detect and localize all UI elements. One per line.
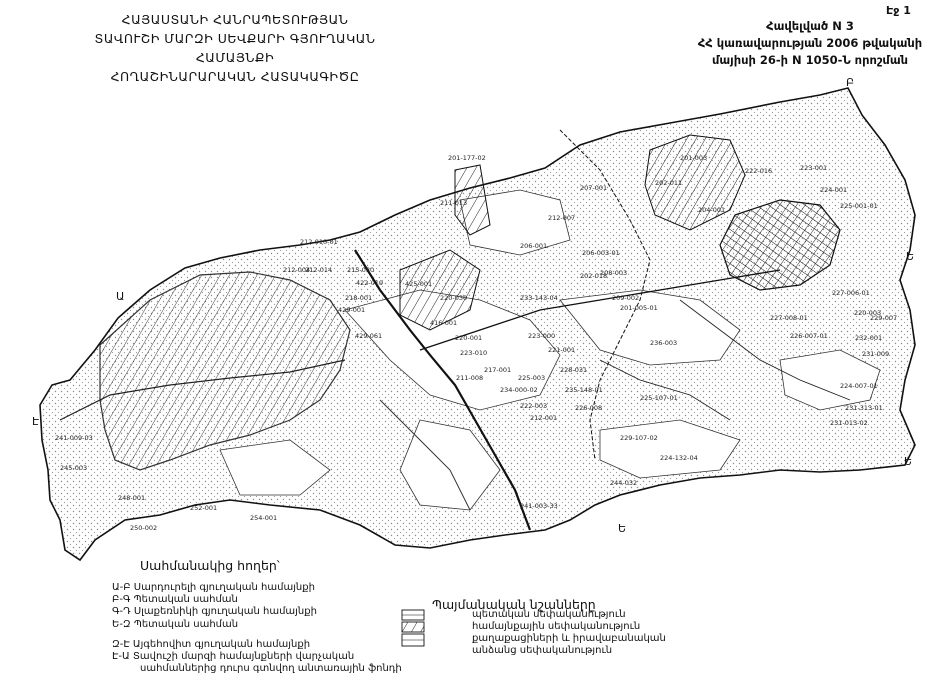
parcel-label: 201-003	[680, 154, 708, 162]
parcel-label: 211-013	[440, 199, 468, 207]
legend-title: Սահմանակից հողեր՝	[140, 558, 280, 573]
appendix-line-1: Հավելված N 3	[766, 19, 854, 33]
parcel-label: 209-002	[612, 294, 640, 302]
parcel-label: 201-005-01	[620, 304, 658, 312]
title-line-3: ՀՈՂԱՇԻՆԱՐԱՐԱԿԱՆ ՀԱՏԱԿԱԳԻԾԸ	[110, 69, 360, 84]
parcel-label: 202-011	[655, 179, 683, 187]
parcel-label: 220-001	[455, 334, 483, 342]
parcel-label: 227-006-01	[832, 289, 870, 297]
parcel-label: 223-010	[460, 349, 488, 357]
parcel-label: 223-000	[528, 332, 556, 340]
title-line-2: ՏԱՎՈՒՇԻ ՄԱՐԶԻ ՍԵՎՔԱՐԻ ԳՅՈՒՂԱԿԱՆ ՀԱՄԱՅՆՔԻ	[94, 31, 376, 65]
parcel-label: 222-003	[520, 402, 548, 410]
parcel-label: 248-001	[118, 494, 146, 502]
parcel-label: 223-001	[800, 164, 828, 172]
legend-item: Է-Ա Տավուշի մարզի համայնքների վարչական	[112, 651, 355, 663]
parcel-label: 229-107-02	[620, 434, 658, 442]
parcel-label: 233-143-04	[520, 294, 558, 302]
parcel-label: 212-001	[530, 414, 558, 422]
convention-swatches	[402, 610, 424, 646]
parcel-label: 228-031	[560, 366, 588, 374]
appendix-line-3: մայիսի 26-ի N 1050-Ն որոշման	[711, 53, 909, 67]
sheet-number: Էջ 1	[886, 4, 911, 17]
parcel-label: 429-001	[338, 306, 366, 314]
parcel-label: 226-008	[575, 404, 603, 412]
convention-item: համայնքային սեփականություն	[472, 621, 641, 632]
parcel-label: 231-009	[862, 350, 890, 358]
parcel-label: 220-030	[440, 294, 468, 302]
parcel-label: 425-001	[405, 280, 433, 288]
parcel-label: 206-001	[520, 242, 548, 250]
parcel-label: 225-003	[518, 374, 546, 382]
parcel-label: 218-001	[345, 294, 373, 302]
parcel-label: 227-008-01	[770, 314, 808, 322]
direction-west: Ա	[116, 290, 125, 303]
parcel-label: 229-007	[870, 314, 898, 322]
parcel-label: 217-001	[484, 366, 512, 374]
legend-item: Գ-Դ Սլաքեռնիկի գյուղական համայնքի	[112, 606, 317, 618]
parcel-label: 225-107-01	[640, 394, 678, 402]
conventions-title: Պայմանական նշանները	[432, 597, 596, 612]
parcel-label: 212-007	[548, 214, 576, 222]
direction-east-right: Ե	[906, 250, 915, 263]
parcel-label: 252-001	[190, 504, 218, 512]
parcel-label: 220-003	[854, 309, 882, 317]
parcel-label: 244-032	[610, 479, 638, 487]
parcel-label: 224-001	[820, 186, 848, 194]
legend-item: սահմաններից դուրս գտնվող անտառային ֆոնդի	[140, 663, 402, 675]
direction-south: Ե	[618, 522, 627, 535]
legend-item: Բ-Գ Պետական սահման	[112, 594, 238, 606]
parcel-label: 226-007-01	[790, 332, 828, 340]
parcel-label: 422-019	[356, 279, 384, 287]
parcel-label: 235-148-01	[565, 386, 603, 394]
legend-item: Զ-Է Այգեհովիտ գյուղական համայնքի	[112, 638, 311, 650]
parcel-label: 231-313-01	[845, 404, 883, 412]
parcel-label: 236-003	[650, 339, 678, 347]
parcel-label: 224-007-01	[840, 382, 878, 390]
parcel-label: 241-009-03	[55, 434, 93, 442]
parcel-label: 208-003	[600, 269, 628, 277]
parcel-label: 234-000-02	[500, 386, 538, 394]
parcel-label: 241-003-33	[520, 502, 558, 510]
conventions-list	[472, 609, 666, 657]
parcel-label: 224-132-04	[660, 454, 698, 462]
legend-list	[112, 582, 402, 675]
convention-item: անձանց սեփականություն	[472, 645, 613, 656]
direction-southwest: Է	[32, 415, 40, 428]
legend-item: Ե-Զ Պետական սահման	[112, 618, 239, 630]
parcel-label: 207-001	[580, 184, 608, 192]
parcel-label: 254-001	[250, 514, 278, 522]
parcel-label: 221-001	[548, 346, 576, 354]
convention-item: քաղաքացիների և իրավաբանական	[472, 633, 666, 644]
parcel-label: 204-001	[698, 206, 726, 214]
legend-item: Ա-Բ Սարդուրելի գյուղական համայնքի	[112, 582, 315, 593]
parcel-label: 211-008	[456, 374, 484, 382]
appendix-line-2: ՀՀ կառավարության 2006 թվականի	[697, 36, 923, 50]
direction-north: Բ	[846, 76, 855, 89]
parcel-label: 212-004	[283, 266, 311, 274]
parcel-label: 231-013-02	[830, 419, 868, 427]
parcel-label: 250-002	[130, 524, 158, 532]
parcel-label: 201-177-02	[448, 154, 486, 162]
parcel-label: 225-001-01	[840, 202, 878, 210]
parcel-label: 245-003	[60, 464, 88, 472]
parcel-label: 232-001	[855, 334, 883, 342]
parcel-label: 429-061	[355, 332, 383, 340]
direction-east: Ե	[904, 455, 913, 468]
title-line-1: ՀԱՅԱՍՏԱՆԻ ՀԱՆՐԱՊԵՏՈՒԹՅԱՆ	[121, 12, 349, 27]
parcel-label: 212-014	[305, 266, 333, 274]
parcel-label: 212-010-01	[300, 238, 338, 246]
parcel-label: 202-018	[580, 272, 608, 280]
parcel-label: 222-016	[745, 167, 773, 175]
convention-item: պետական սեփականություն	[472, 609, 626, 620]
parcel-label: 215-030	[347, 266, 375, 274]
parcel-label: 206-003-01	[582, 249, 620, 257]
parcel-label: 416-001	[430, 319, 458, 327]
